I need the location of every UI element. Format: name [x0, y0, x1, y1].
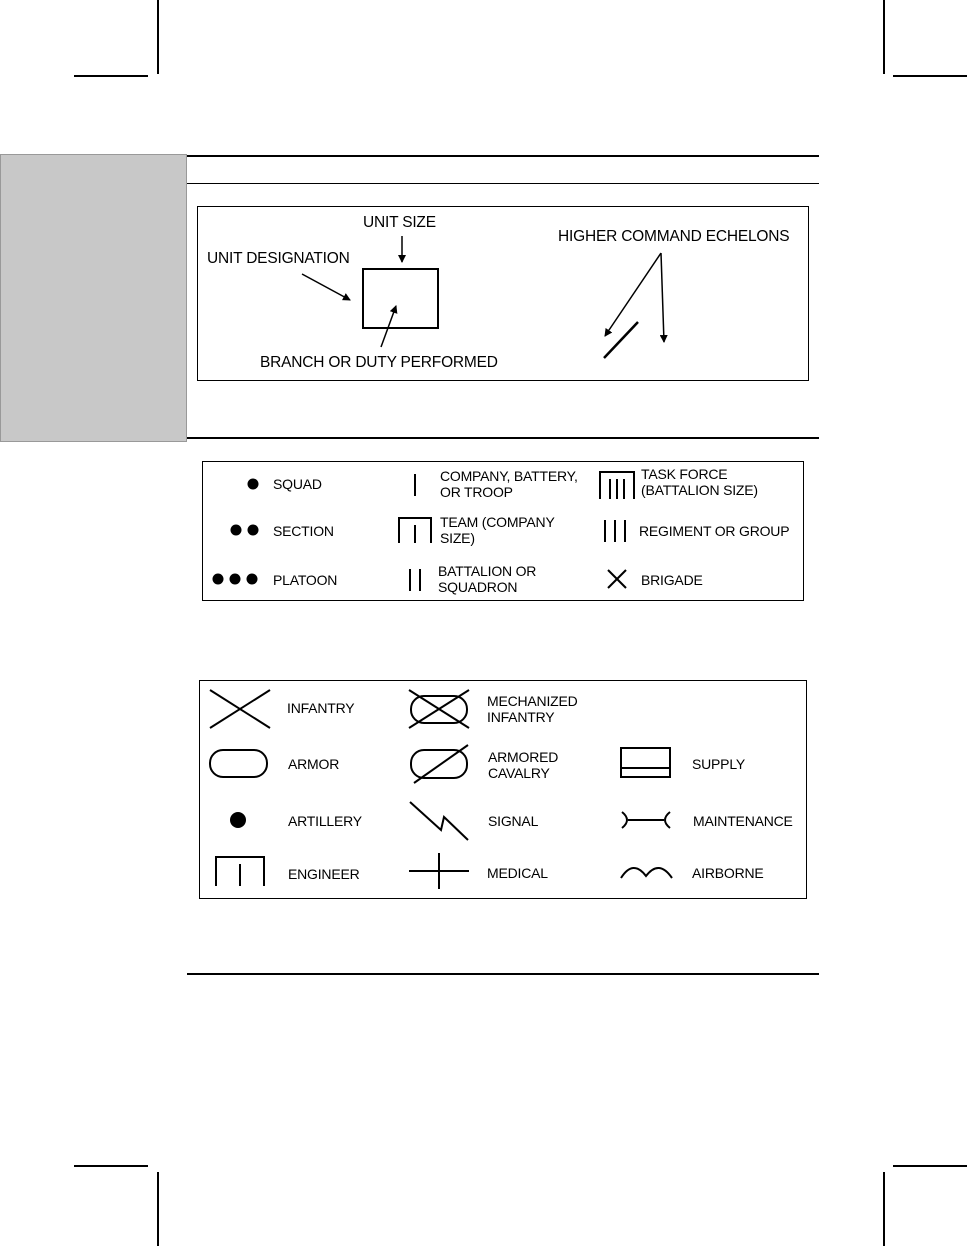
crop-mark	[883, 0, 885, 74]
sidebar-panel	[0, 154, 187, 442]
top-rule	[187, 155, 819, 157]
unit-size-label-brigade: BRIGADE	[641, 572, 703, 588]
crop-mark	[893, 75, 967, 77]
mechanized-infantry-icon	[408, 689, 470, 729]
unit-size-label: UNIT SIZE	[363, 214, 436, 231]
branch-label-medical: MEDICAL	[487, 865, 548, 881]
unit-size-label-company: COMPANY, BATTERY, OR TROOP	[440, 468, 578, 500]
crop-mark	[157, 1172, 159, 1246]
branch-label-armored-cavalry: ARMORED CAVALRY	[488, 749, 559, 781]
unit-designation-label: UNIT DESIGNATION	[207, 250, 350, 267]
unit-size-label-team: TEAM (COMPANY SIZE)	[440, 514, 555, 546]
unit-size-label-task-force: TASK FORCE (BATTALION SIZE)	[641, 466, 758, 498]
branch-label-supply: SUPPLY	[692, 756, 746, 772]
unit-size-label-section: SECTION	[273, 523, 334, 539]
unit-size-label-regiment: REGIMENT OR GROUP	[639, 523, 790, 539]
unit-size-label-platoon: PLATOON	[273, 572, 338, 588]
maintenance-icon	[620, 810, 672, 830]
branch-label-mechanized-infantry: MECHANIZED INFANTRY	[487, 693, 578, 725]
section-rule	[187, 437, 819, 439]
crop-mark	[74, 75, 148, 77]
branch-label-artillery: ARTILLERY	[288, 813, 362, 829]
branch-duty-label: BRANCH OR DUTY PERFORMED	[260, 354, 498, 371]
branch-label-maintenance: MAINTENANCE	[693, 813, 793, 829]
branch-label-airborne: AIRBORNE	[692, 865, 764, 881]
one-dot-icon	[246, 477, 260, 491]
armor-icon	[209, 749, 269, 779]
three-bars-icon	[602, 519, 630, 543]
higher-command-label: HIGHER COMMAND ECHELONS	[558, 228, 790, 245]
two-bars-icon	[406, 568, 424, 592]
unit-size-label-squad: SQUAD	[273, 476, 322, 492]
unit-size-label-battalion: BATTALION OR SQUADRON	[438, 563, 537, 595]
bottom-rule	[187, 973, 819, 975]
crop-mark	[74, 1165, 148, 1167]
task-force-bracket-icon	[598, 470, 636, 500]
signal-icon	[408, 800, 470, 842]
x-icon	[606, 568, 628, 590]
crop-mark	[893, 1165, 967, 1167]
crop-mark	[157, 0, 159, 74]
one-bar-icon	[410, 473, 420, 497]
medical-icon	[408, 852, 470, 890]
crop-mark	[883, 1172, 885, 1246]
infantry-icon	[209, 689, 271, 729]
team-bracket-icon	[397, 516, 433, 544]
three-dots-icon	[211, 572, 261, 586]
branch-label-engineer: ENGINEER	[288, 866, 360, 882]
engineer-icon	[214, 855, 266, 887]
artillery-icon	[229, 811, 247, 829]
branch-label-armor: ARMOR	[288, 756, 340, 772]
branch-label-infantry: INFANTRY	[287, 700, 355, 716]
branch-label-signal: SIGNAL	[488, 813, 539, 829]
armored-cavalry-icon	[408, 744, 470, 784]
supply-icon	[620, 747, 672, 779]
thin-rule	[187, 183, 819, 184]
airborne-icon	[619, 862, 675, 880]
two-dots-icon	[229, 523, 261, 537]
